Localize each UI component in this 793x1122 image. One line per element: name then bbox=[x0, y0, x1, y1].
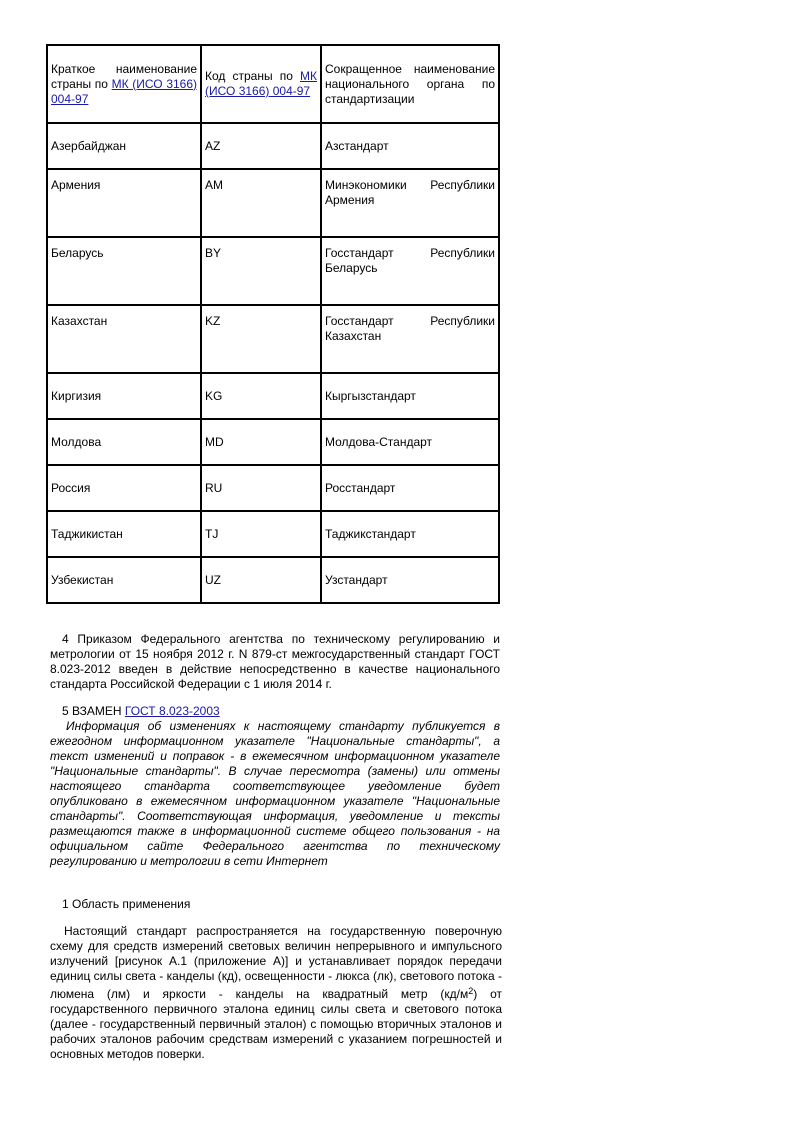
country-code: RU bbox=[201, 465, 321, 511]
country-code: BY bbox=[201, 237, 321, 305]
country-code: MD bbox=[201, 419, 321, 465]
standards-body: Азстандарт bbox=[321, 123, 499, 169]
country-name: Армения bbox=[47, 169, 201, 237]
table-row bbox=[47, 305, 499, 373]
table-row bbox=[47, 373, 499, 419]
country-code: UZ bbox=[201, 557, 321, 603]
header-country-name-text: Краткое наименование страны по bbox=[51, 61, 197, 91]
header-country-code-text: Код страны по bbox=[205, 69, 300, 83]
country-name: Узбекистан bbox=[47, 557, 201, 603]
country-name: Молдова bbox=[47, 419, 201, 465]
standard-link-mk-iso-3166[interactable]: МК (ИСО 3166) 004-97 bbox=[51, 76, 198, 106]
country-name: Таджикистан bbox=[47, 511, 201, 557]
country-name: Беларусь bbox=[47, 237, 201, 305]
table-row bbox=[47, 557, 499, 603]
standard-link-mk-iso-3166[interactable]: МК (ИСО 3166) 004-97 bbox=[205, 69, 317, 98]
paragraph-scope bbox=[50, 924, 502, 1062]
table-row bbox=[47, 169, 499, 237]
standards-body: Росстандарт bbox=[321, 465, 499, 511]
country-code: AM bbox=[201, 169, 321, 237]
section-title-scope: 1 Область применения bbox=[62, 897, 191, 911]
standards-body: Молдова-Стандарт bbox=[321, 419, 499, 465]
header-standards-body: Сокращенное наименование национального органа по стандартизации bbox=[321, 45, 499, 123]
standards-body: Минэкономики Республики Армения bbox=[321, 169, 499, 237]
standards-body: Госстандарт Республики Казахстан bbox=[321, 305, 499, 373]
standards-body: Госстандарт Республики Беларусь bbox=[321, 237, 499, 305]
paragraph-replaces bbox=[62, 704, 502, 719]
country-name: Киргизия bbox=[47, 373, 201, 419]
header-country-code bbox=[201, 45, 321, 123]
country-name: Казахстан bbox=[47, 305, 201, 373]
replaced-standard-link[interactable]: ГОСТ 8.023-2003 bbox=[124, 704, 220, 718]
table-row bbox=[47, 123, 499, 169]
table-row bbox=[47, 511, 499, 557]
table-row bbox=[47, 237, 499, 305]
replaces-prefix: 5 ВЗАМЕН bbox=[62, 704, 125, 718]
country-code: KZ bbox=[201, 305, 321, 373]
country-code: TJ bbox=[201, 511, 321, 557]
scope-text-part2: ) от государственного первичного эталона единиц силы света и светового потока (далее - государственный первичный эталон) с помощью вторичных эталонов и рабочих эталонов рабочим средствам измерений с указанием погрешностей и основных методов поверки. bbox=[50, 987, 502, 1061]
scope-superscript: 2 bbox=[468, 986, 474, 996]
country-name: Азербайджан bbox=[47, 123, 201, 169]
scope-text-part1: Настоящий стандарт распространяется на государственную поверочную схему для средств измерений световых величин непрерывного и импульсного излучений [рисунок А.1 (приложение А)] и устанавливает порядок передачи единиц силы света - канделы (кд), освещенности - люкса (лк), светового потока - люмена (лм) и яркости - канделы на квадратный метр (кд/м bbox=[50, 924, 502, 1001]
country-name: Россия bbox=[47, 465, 201, 511]
table-row bbox=[47, 465, 499, 511]
standards-body: Кыргызстандарт bbox=[321, 373, 499, 419]
standards-body: Узстандарт bbox=[321, 557, 499, 603]
table-row bbox=[47, 419, 499, 465]
country-table bbox=[46, 44, 500, 604]
document-page bbox=[46, 44, 502, 1061]
paragraph-enactment-order: 4 Приказом Федерального агентства по техническому регулированию и метрологии от 15 ноября 2012 г. N 879-ст межгосударственный стандарт ГОСТ 8.023-2012 введен в действие непосредственно в качестве национального стандарта Российской Федерации с 1 июля 2014 г. bbox=[50, 632, 500, 691]
table-header-row bbox=[47, 45, 499, 123]
standards-body: Таджикстандарт bbox=[321, 511, 499, 557]
paragraph-change-information: Информация об изменениях к настоящему стандарту публикуется в ежегодном информационном указателе "Национальные стандарты", а текст изменений и поправок - в ежемесячном информационном указателе "Национальные стандарты". В случае пересмотра (замены) или отмены настоящего стандарта соответствующее уведомление будет опубликовано в ежемесячном информационном указателе "Национальные стандарты". Соответствующая информация, уведомление и тексты размещаются также в информационной системе общего пользования - на официальном сайте Федерального агентства по техническому регулированию и метрологии в сети Интернет bbox=[50, 719, 500, 868]
country-code: KG bbox=[201, 373, 321, 419]
country-code: AZ bbox=[201, 123, 321, 169]
header-country-name bbox=[47, 45, 201, 123]
